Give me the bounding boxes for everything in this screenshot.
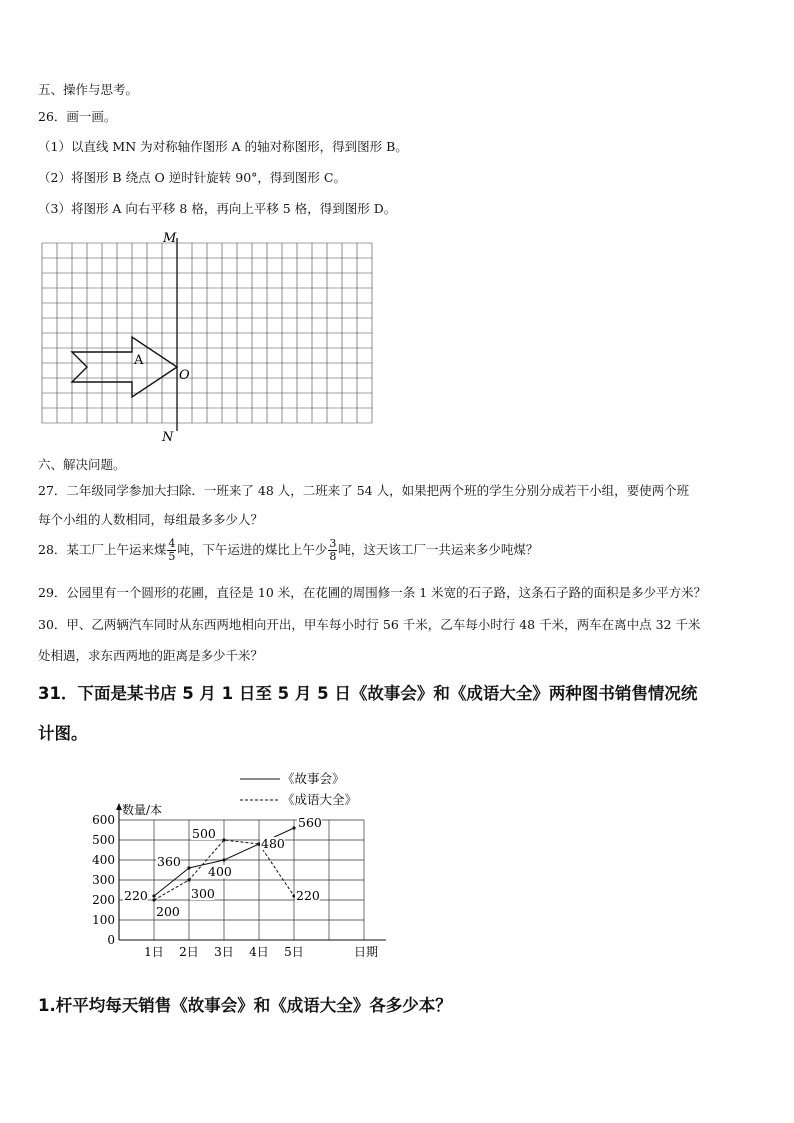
frac1-denominator: 5: [168, 550, 176, 563]
q26-grid-figure: [38, 226, 378, 446]
q28-part3: 吨，这天该工厂一共运来多少吨煤？: [338, 542, 539, 557]
q28-part1: 28．某工厂上午运来煤: [38, 542, 167, 557]
frac2-denominator: 8: [329, 550, 337, 563]
label-n: N: [162, 430, 174, 445]
q30-line1: 30．甲、乙两辆汽车同时从东西两地相向开出，甲车每小时行 56 千米，乙车每小时行 48 千米，两车在离中点 32 千米: [38, 617, 701, 632]
section-six-heading: 六、解决问题。: [38, 457, 126, 472]
legend-entry: 《成语大全》: [282, 792, 358, 807]
y-tick-label: 0: [107, 933, 115, 947]
data-label: 200: [156, 904, 180, 919]
chart-ticks: [92, 802, 378, 959]
q26-part1: （1）以直线 MN 为对称轴作图形 A 的轴对称图形，得到图形 B。: [38, 139, 408, 154]
label-m: M: [163, 231, 177, 246]
chart-axes: [116, 803, 386, 943]
data-label: 560: [298, 815, 322, 830]
y-axis-label: 数量/本: [122, 803, 163, 817]
q26-title: 26．画一画。: [38, 109, 117, 124]
data-point: [152, 894, 155, 897]
x-tick-label: 5日: [284, 945, 304, 959]
sales-line-chart: [86, 768, 386, 968]
label-a: A: [134, 353, 144, 368]
q27-line2: 每个小组的人数相同，每组最多多少人？: [38, 512, 264, 527]
x-tick-label: 2日: [179, 945, 199, 959]
data-point: [152, 898, 155, 901]
data-label: 300: [191, 886, 215, 901]
data-label: 400: [208, 864, 232, 879]
q31-line2: 计图。: [38, 724, 88, 743]
q26-part2: （2）将图形 B 绕点 O 逆时针旋转 90°，得到图形 C。: [38, 170, 346, 185]
x-tick-label: 1日: [144, 945, 164, 959]
y-tick-label: 400: [92, 853, 115, 867]
section-five-heading: 五、操作与思考。: [38, 82, 139, 97]
data-point: [292, 826, 295, 829]
y-tick-label: 300: [92, 873, 115, 887]
chart-data-labels: [123, 815, 322, 919]
data-label: 220: [296, 888, 320, 903]
q28-fraction-1: [167, 538, 176, 563]
x-tick-label: 4日: [249, 945, 269, 959]
frac2-numerator: 3: [329, 537, 337, 550]
q31-sub1: 1.杆平均每天销售《故事会》和《成语大全》各多少本？: [38, 996, 452, 1015]
q31-line1: 31．下面是某书店 5 月 1 日至 5 月 5 日《故事会》和《成语大全》两种图书销售情况统: [38, 684, 698, 703]
data-label: 360: [157, 854, 181, 869]
q28-fraction-2: [328, 538, 337, 563]
grid-lines: [42, 243, 372, 423]
data-label: 480: [261, 836, 285, 851]
y-tick-label: 200: [92, 893, 115, 907]
q29-text: 29．公园里有一个圆形的花圃，直径是 10 米，在花圃的周围修一条 1 米宽的石子路，这条石子路的面积是多少平方米？: [38, 585, 707, 600]
legend-entry: 《故事会》: [282, 771, 345, 786]
y-tick-label: 500: [92, 833, 115, 847]
q28-part2: 吨，下午运进的煤比上午少: [177, 542, 328, 557]
data-point: [222, 858, 225, 861]
figure-a: [72, 337, 177, 397]
x-tick-label: 3日: [214, 945, 234, 959]
data-label: 500: [192, 826, 216, 841]
data-label: 220: [124, 888, 148, 903]
q26-part3: （3）将图形 A 向右平移 8 格，再向上平移 5 格，得到图形 D。: [38, 201, 397, 216]
chart-grid: [119, 820, 364, 940]
x-axis-label: 日期: [354, 945, 379, 959]
q28-line: [38, 538, 538, 563]
data-point: [187, 878, 190, 881]
label-o: O: [179, 368, 190, 383]
q30-line2: 处相遇，求东西两地的距离是多少千米？: [38, 648, 264, 663]
y-tick-label: 600: [92, 813, 115, 827]
frac1-numerator: 4: [168, 537, 176, 550]
data-point: [222, 838, 225, 841]
chart-legend: [240, 771, 357, 807]
data-point: [187, 866, 190, 869]
q27-line1: 27．二年级同学参加大扫除．一班来了 48 人，二班来了 54 人，如果把两个班的学生分别分成若干小组，要使两个班: [38, 483, 690, 498]
y-tick-label: 100: [92, 913, 115, 927]
